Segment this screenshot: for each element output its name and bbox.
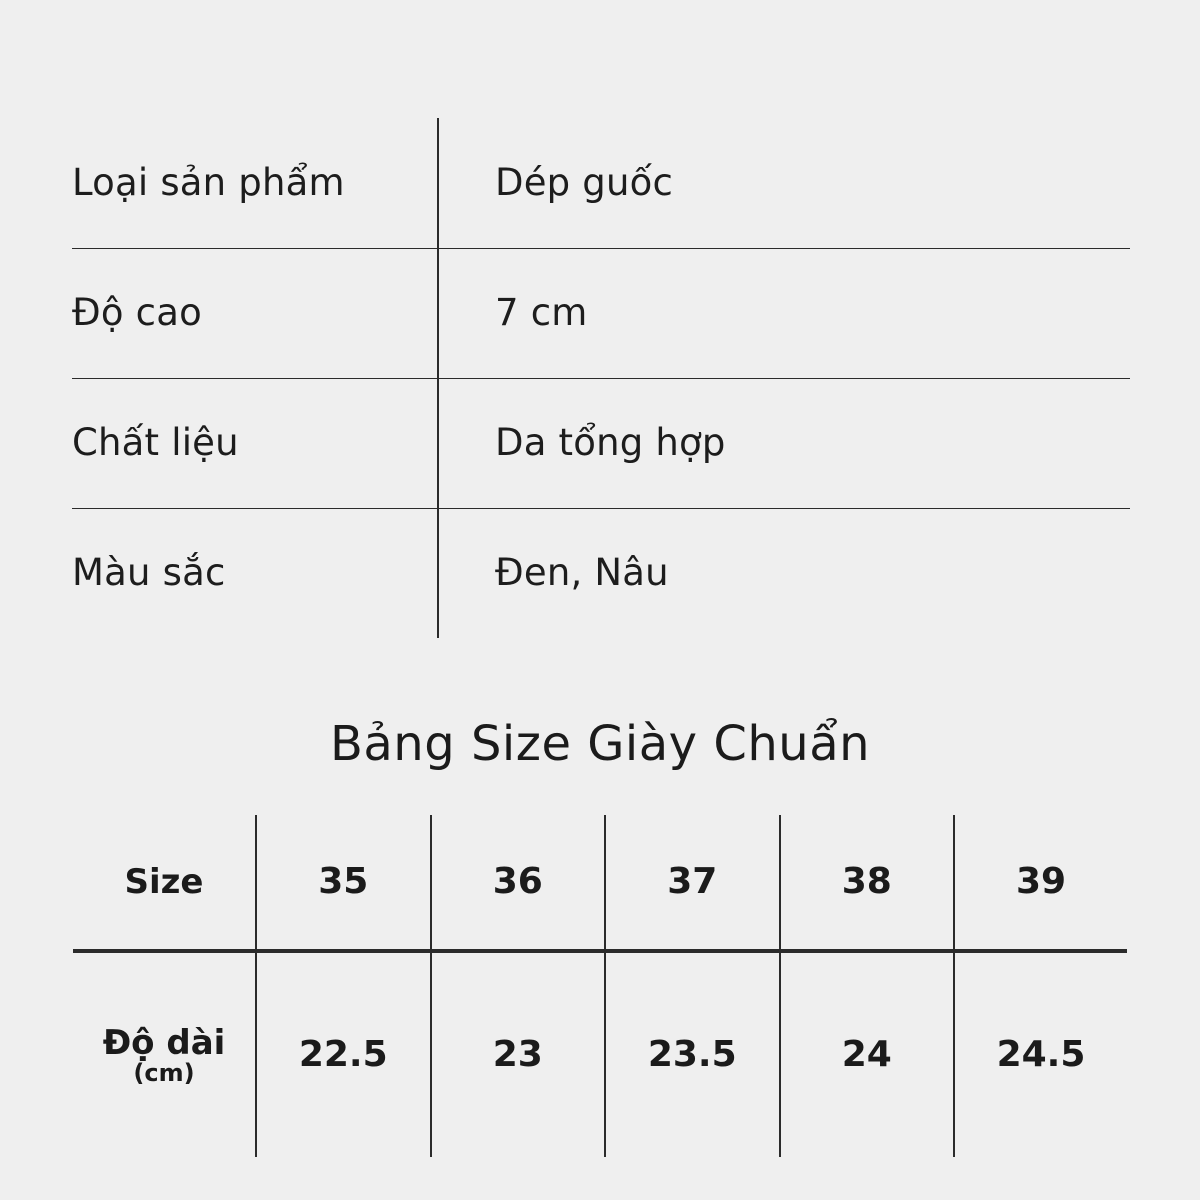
size-cell: 36 [431,814,606,951]
table-row [72,951,1129,1159]
size-chart-table [70,812,1130,1160]
spec-label: Loại sản phẩm [72,160,345,204]
size-cell: 35 [256,814,431,951]
length-cell: 24 [780,951,955,1159]
size-cell: 38 [780,814,955,951]
row-header-length-label: Độ dài [102,1022,226,1063]
spec-value: Da tổng hợp [495,420,726,464]
spec-row [72,118,1130,248]
spec-value: 7 cm [495,290,588,334]
spec-row [72,378,1130,508]
spec-label: Chất liệu [72,420,239,464]
size-chart-title: Bảng Size Giày Chuẩn [329,716,871,772]
spec-row [72,248,1130,378]
spec-label: Màu sắc [72,550,226,594]
length-cell: 23.5 [605,951,780,1159]
length-cell: 23 [431,951,606,1159]
spec-row [72,508,1130,638]
spec-value: Đen, Nâu [495,550,669,594]
spec-label: Độ cao [72,290,202,334]
specification-table [72,118,1130,638]
size-cell: 39 [954,814,1129,951]
row-header-size: Size [72,814,257,951]
table-row [72,814,1129,951]
row-header-length [72,951,257,1159]
row-header-length-unit: (cm) [133,1058,195,1087]
size-cell: 37 [605,814,780,951]
spec-value: Dép guốc [495,160,674,204]
length-cell: 24.5 [954,951,1129,1159]
length-cell: 22.5 [256,951,431,1159]
